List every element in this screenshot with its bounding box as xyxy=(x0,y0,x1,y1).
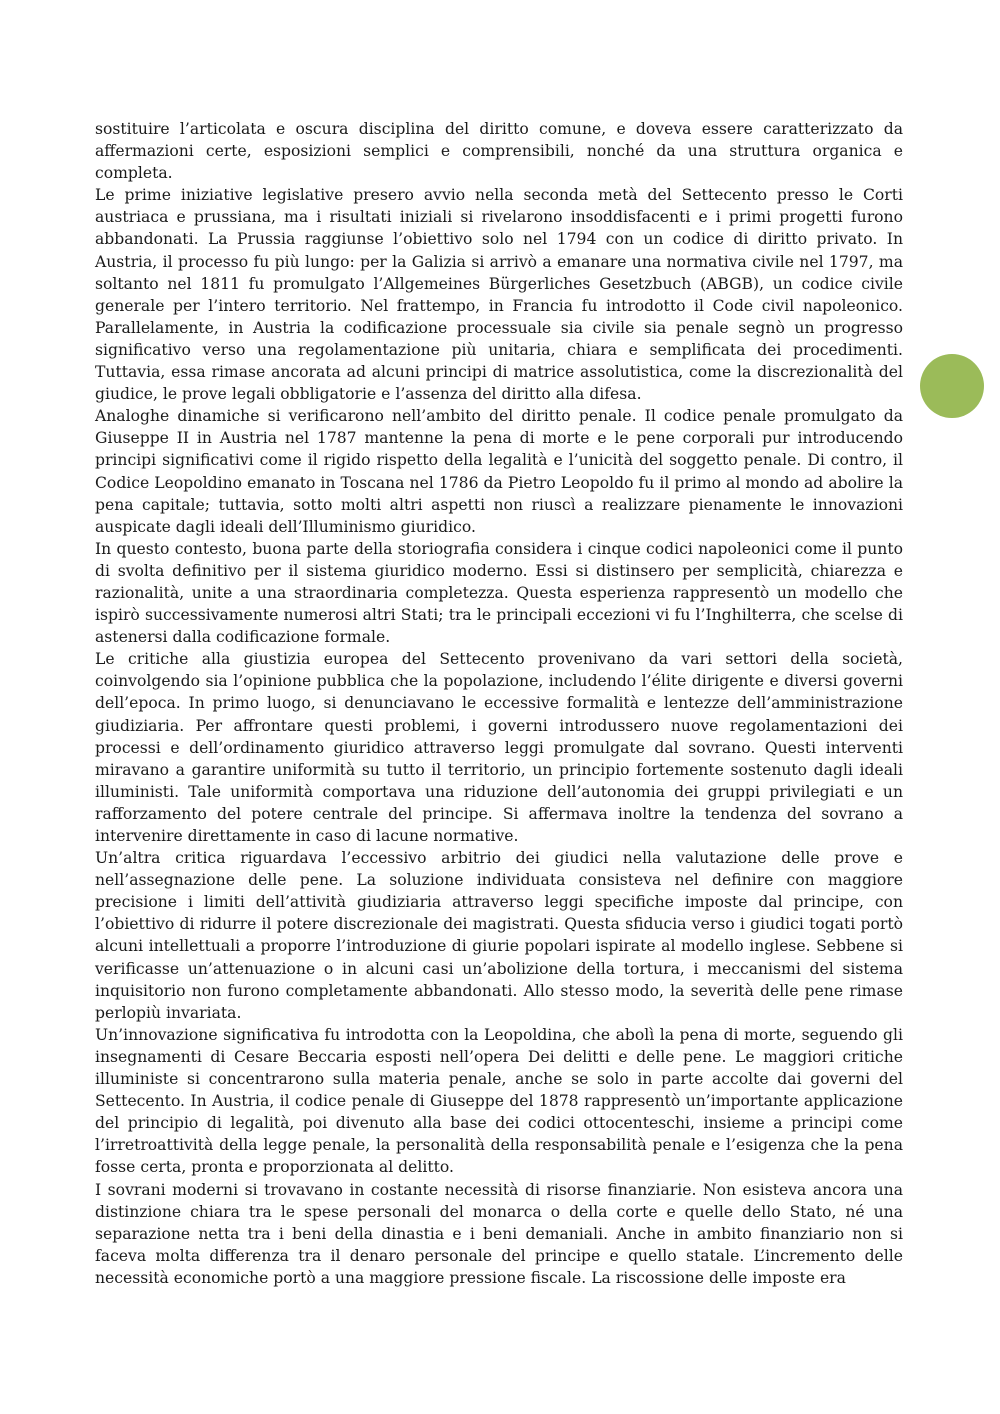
paragraph-5: Le critiche alla giustizia europea del Settecento provenivano da vari settori della società, coinvolgendo sia l’opinione pubblica che la popolazione, includendo l’élite dirigente e diversi governi dell’epoca. In primo luogo, si denunciavano le eccessive formalità e lentezze dell’amministrazione giudiziaria. Per affrontare questi problemi, i governi introdussero nuove regolamentazioni dei processi e dell’ordinamento giuridico attraverso leggi promulgate dal sovrano. Questi interventi miravano a garantire uniformità su tutto il territorio, un principio fortemente sostenuto dagli ideali illuministi. Tale uniformità comportava una riduzione dell’autonomia dei gruppi privilegiati e un rafforzamento del potere centrale del principe. Si affermava inoltre la tendenza del sovrano a intervenire direttamente in caso di lacune normative. xyxy=(95,650,903,845)
paragraph-7: Un’innovazione significativa fu introdotta con la Leopoldina, che abolì la pena di morte, seguendo gli insegnamenti di Cesare Beccaria esposti nell’opera Dei delitti e delle pene. Le maggiori critiche illuministe si concentrarono sulla materia penale, anche se solo in parte accolte dai governi del Settecento. In Austria, il codice penale di Giuseppe del 1878 rappresentò un’importante applicazione del principio di legalità, poi divenuto alla base dei codici ottocenteschi, insieme a principi come l’irretroattività della legge penale, la personalità della responsabilità penale e l’esigenza che la pena fosse certa, pronta e proporzionata al delitto. xyxy=(95,1025,903,1177)
paragraph-3: Analoghe dinamiche si verificarono nell’ambito del diritto penale. Il codice penale promulgato da Giuseppe II in Austria nel 1787 mantenne la pena di morte e le pene corporali pur introducendo principi significativi come il rigido rispetto della legalità e l’unicità del soggetto penale. Di contro, il Codice Leopoldino emanato in Toscana nel 1786 da Pietro Leopoldo fu il primo al mondo ad abolire la pena capitale; tuttavia, sotto molti altri aspetti non riuscì a realizzare pienamente le innovazioni auspicate dagli ideali dell’Illuminismo giuridico. xyxy=(95,407,903,536)
paragraph-6: Un’altra critica riguardava l’eccessivo arbitrio dei giudici nella valutazione delle prove e nell’assegnazione delle pene. La soluzione individuata consisteva nel definire con maggiore precisione i limiti dell’attività giudiziaria attraverso leggi specifiche imposte dal principe, con l’obiettivo di ridurre il potere discrezionale dei magistrati. Questa sfiducia verso i giudici togati portò alcuni intellettuali a proporre l’introduzione di giurie popolari ispirate al modello inglese. Sebbene si verificasse un’attenuazione o in alcuni casi un’abolizione della tortura, i meccanismi del sistema inquisitorio non furono completamente abbandonati. Allo stesso modo, la severità delle pene rimase perlopiù invariata. xyxy=(95,849,903,1022)
side-circle-decoration xyxy=(920,354,984,418)
body-text xyxy=(95,118,903,1289)
paragraph-8: I sovrani moderni si trovavano in costante necessità di risorse finanziarie. Non esisteva ancora una distinzione chiara tra le spese personali del monarca o della corte e quelle dello Stato, né una separazione netta tra i beni della dinastia e i beni demaniali. Anche in ambito finanziario non si faceva molta differenza tra il denaro personale del principe e quello statale. L’incremento delle necessità economiche portò a una maggiore pressione fiscale. La riscossione delle imposte era xyxy=(95,1180,903,1287)
paragraph-4: In questo contesto, buona parte della storiografia considera i cinque codici napoleonici come il punto di svolta definitivo per il sistema giuridico moderno. Essi si distinsero per semplicità, chiarezza e razionalità, unite a una straordinaria completezza. Questa esperienza rappresentò un modello che ispirò successivamente numerosi altri Stati; tra le principali eccezioni vi fu l’Inghilterra, che scelse di astenersi dalla codificazione formale. xyxy=(95,539,903,647)
paragraph-2: Le prime iniziative legislative presero avvio nella seconda metà del Settecento presso le Corti austriaca e prussiana, ma i risultati iniziali si rivelarono insoddisfacenti e i primi progetti furono abbandonati. La Prussia raggiunse l’obiettivo solo nel 1794 con un codice di diritto privato. In Austria, il processo fu più lungo: per la Galizia si arrivò a emanare una normativa civile nel 1797, ma soltanto nel 1811 fu promulgato l’Allgemeines Bürgerliches Gesetzbuch (ABGB), un codice civile generale per l’intero territorio. Nel frattempo, in Francia fu introdotto il Code civil napoleonico. Parallelamente, in Austria la codificazione processuale sia civile sia penale segnò un progresso significativo verso una regolamentazione più unitaria, chiara e semplificata dei procedimenti. Tuttavia, essa rimase ancorata ad alcuni principi di matrice assolutistica, come la discrezionalità del giudice, le prove legali obbligatorie e l’assenza del diritto alla difesa. xyxy=(95,186,903,404)
paragraph-1: sostituire l’articolata e oscura disciplina del diritto comune, e doveva essere caratterizzato da affermazioni certe, esposizioni semplici e comprensibili, nonché da una struttura organica e completa. xyxy=(95,120,903,183)
